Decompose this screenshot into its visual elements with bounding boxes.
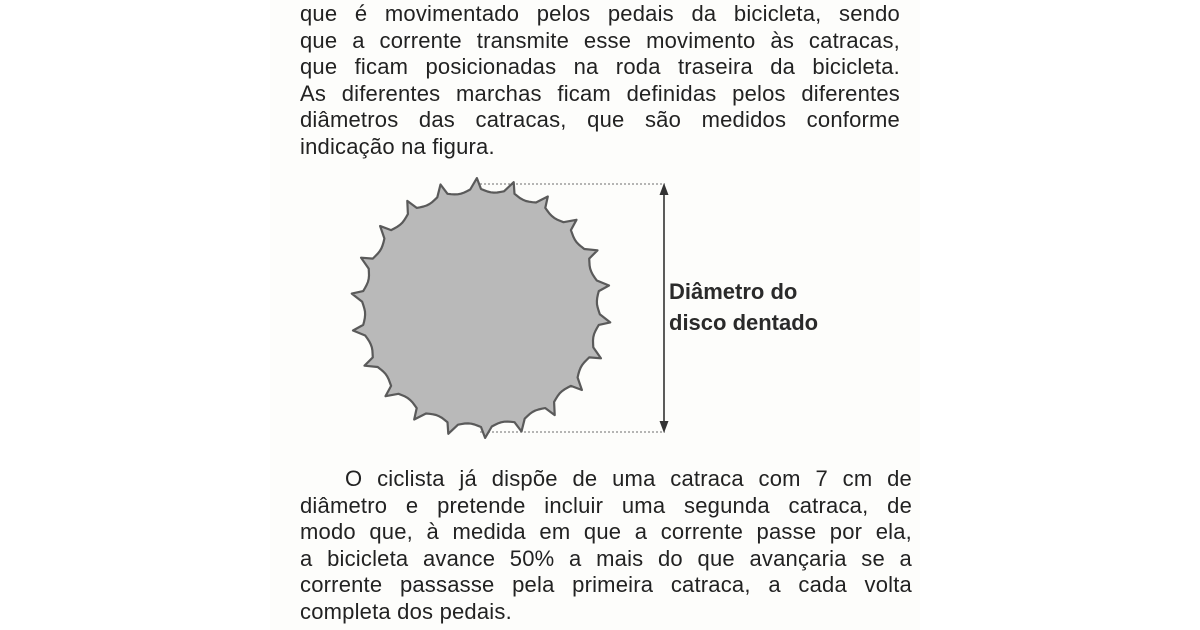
arrow-head-up	[660, 183, 669, 195]
arrow-head-down	[660, 421, 669, 433]
text-line: corrente passasse pela primeira catraca, a cada volta	[300, 572, 912, 597]
text-line: completa dos pedais.	[300, 598, 512, 624]
diameter-label	[669, 276, 818, 338]
text-line: modo que, à medida em que a corrente passe por ela,	[300, 519, 912, 544]
text-line: que a corrente transmite esse movimento às catracas,	[300, 27, 900, 53]
paragraph-top	[300, 1, 900, 160]
sprocket-disc	[352, 178, 610, 438]
paragraph-bottom	[300, 466, 912, 625]
text-line: As diferentes marchas ficam definidas pelos diferentes	[300, 80, 900, 106]
text-line: diâmetro e pretende incluir uma segunda catraca, de	[300, 492, 912, 518]
text-line: que ficam posicionadas na roda traseira da bicicleta.	[300, 54, 900, 79]
text-line: indicação na figura.	[300, 133, 495, 159]
text-line: a bicicleta avance 50% a mais do que avançaria se a	[300, 545, 912, 571]
text-line: diâmetros das catracas, que são medidos conforme	[300, 107, 900, 132]
text-line: O ciclista já dispõe de uma catraca com 7 cm de	[345, 466, 912, 491]
label-line: Diâmetro do	[669, 279, 798, 304]
text-line: que é movimentado pelos pedais da bicicleta, sendo	[300, 1, 900, 26]
label-line: disco dentado	[669, 310, 819, 335]
